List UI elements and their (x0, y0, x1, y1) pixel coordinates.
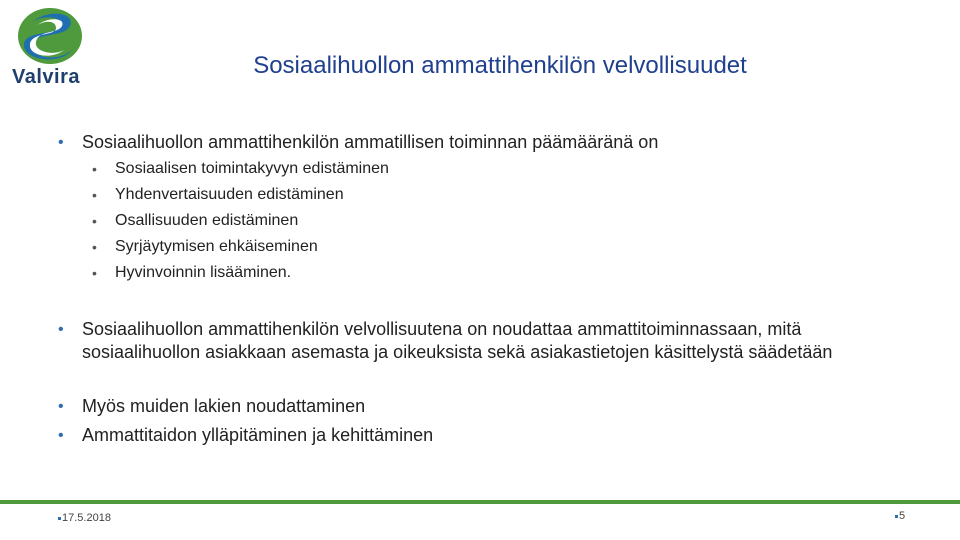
bullet-icon: • (58, 427, 64, 444)
bullet-icon: • (92, 239, 97, 255)
sub-list-item-text: Sosiaalisen toimintakyvyn edistäminen (115, 160, 389, 177)
bullet-icon: • (92, 265, 97, 281)
page-number-text: 5 (899, 510, 906, 522)
list-item-text: Sosiaalihuollon ammattihenkilön velvollisuutena on noudattaa ammattitoiminnassaan, mitä sosiaalihuollon asiakkaan asemasta ja oikeuksista sekä asiakastietojen käsittelystä säädetään (82, 319, 833, 362)
page-title: Sosiaalihuollon ammattihenkilön velvollisuudet (253, 52, 747, 79)
footer-date (58, 512, 111, 524)
list-item (58, 131, 878, 154)
sub-list-item-text: Osallisuuden edistäminen (115, 212, 299, 229)
sub-list-item (92, 159, 792, 179)
sub-list-item (92, 237, 792, 257)
footer-marker-icon (58, 517, 61, 520)
sub-list-item-text: Hyvinvoinnin lisääminen. (115, 264, 292, 281)
bullet-icon: • (92, 213, 97, 229)
list-item (58, 424, 888, 447)
bullet-icon: • (58, 134, 64, 151)
footer-marker-icon (895, 515, 898, 518)
valvira-swirl-logo-icon (16, 6, 84, 66)
sub-list-item (92, 263, 792, 283)
bullet-icon: • (58, 398, 64, 415)
list-item (58, 395, 888, 418)
sub-list-item (92, 185, 792, 205)
sub-list-item-text: Syrjäytymisen ehkäiseminen (115, 238, 318, 255)
footer-date-text: 17.5.2018 (62, 512, 111, 524)
list-item-text: Ammattitaidon ylläpitäminen ja kehittäminen (82, 425, 434, 445)
bullet-icon: • (58, 321, 64, 338)
valvira-logo (8, 6, 92, 90)
footer-divider (0, 500, 960, 504)
sub-list-item (92, 211, 792, 231)
sub-list-item-text: Yhdenvertaisuuden edistäminen (115, 186, 344, 203)
list-item-text: Sosiaalihuollon ammattihenkilön ammatillisen toiminnan päämääränä on (82, 132, 659, 152)
bullet-icon: • (92, 187, 97, 203)
brand-name: Valvira (12, 66, 81, 88)
bullet-icon: • (92, 161, 97, 177)
list-item-text: Myös muiden lakien noudattaminen (82, 396, 366, 416)
list-item (58, 318, 888, 364)
page-number (895, 510, 905, 522)
